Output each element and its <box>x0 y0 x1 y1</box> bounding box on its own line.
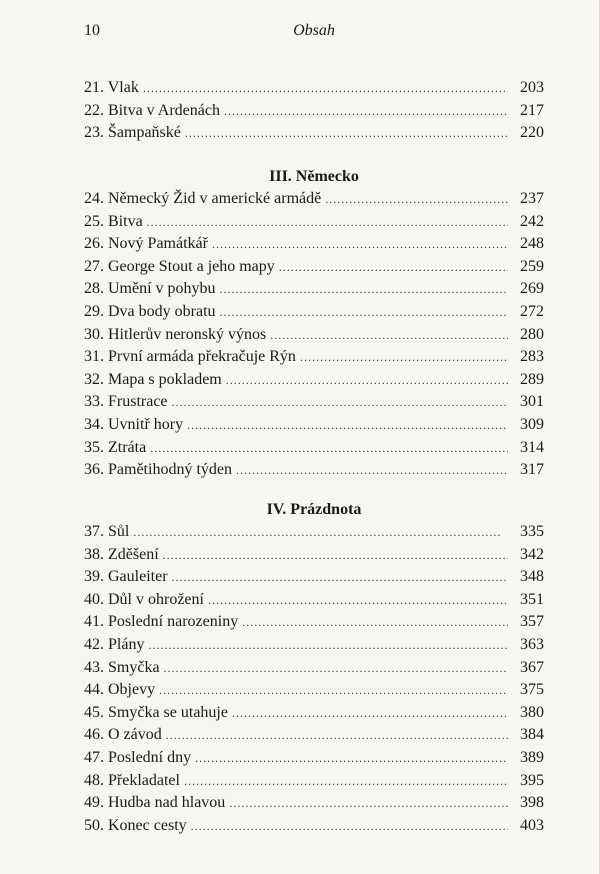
toc-group-1 <box>84 77 544 145</box>
toc-entry-page: 317 <box>520 461 544 479</box>
toc-entry-page: 389 <box>520 748 544 766</box>
toc-entry-page: 280 <box>520 325 544 343</box>
dot-leader <box>166 724 508 747</box>
dot-leader <box>191 815 508 838</box>
dot-leader <box>220 301 508 324</box>
dot-leader <box>229 792 508 815</box>
toc-entry-title: 30. Hitlerův neronský výnos <box>84 325 267 343</box>
toc-entry-title: 35. Ztráta <box>84 438 147 456</box>
toc-entry-page: 380 <box>520 703 544 721</box>
toc-entry-page: 367 <box>520 658 544 676</box>
toc-entry-page: 351 <box>520 590 544 608</box>
part-heading: IV. Prázdnota <box>266 501 362 518</box>
toc-entry[interactable] <box>84 188 544 211</box>
toc-entry-page: 283 <box>520 348 544 366</box>
toc-entry[interactable] <box>84 634 544 657</box>
dot-leader <box>185 122 508 145</box>
toc-entry-page: 335 <box>520 523 544 540</box>
toc-entry-title: 48. Překladatel <box>84 771 180 789</box>
toc-entry-title: 32. Mapa s pokladem <box>84 370 222 388</box>
toc-entry-title: 38. Zděšení <box>84 545 159 563</box>
toc-entry[interactable] <box>84 611 544 634</box>
toc-entry[interactable] <box>84 589 544 612</box>
toc-entry[interactable] <box>84 657 544 680</box>
toc-part-3 <box>84 166 544 482</box>
dot-leader <box>224 100 508 123</box>
dot-leader <box>184 770 508 793</box>
toc-entry-title: 27. George Stout a jeho mapy <box>84 257 275 275</box>
toc-entry-title: 49. Hudba nad hlavou <box>84 794 226 812</box>
toc-entry-title: 46. O závod <box>84 726 162 744</box>
dot-leader <box>187 414 508 437</box>
dot-leader <box>220 278 508 301</box>
toc-entry-title: 31. První armáda překračuje Rýn <box>84 348 296 366</box>
toc-entry[interactable] <box>84 301 544 324</box>
toc-entry-page: 220 <box>520 124 544 142</box>
toc-entry-page: 314 <box>520 438 544 456</box>
toc-entry[interactable] <box>84 278 544 301</box>
toc-entry-page: 342 <box>520 545 544 563</box>
toc-entry-page: 357 <box>520 613 544 631</box>
dot-leader <box>242 611 508 634</box>
toc-entry-title: 47. Poslední dny <box>84 748 192 766</box>
toc-entry-page: 237 <box>520 190 544 207</box>
toc-entry[interactable] <box>84 122 544 145</box>
part-heading: III. Německo <box>269 168 359 185</box>
dot-leader <box>163 544 508 567</box>
dot-leader <box>208 589 508 612</box>
toc-entry-title: 24. Německý Žid v americké armádě <box>84 190 322 207</box>
toc-entry[interactable] <box>84 437 544 460</box>
toc-entry-page: 301 <box>520 393 544 411</box>
dot-leader <box>226 369 508 392</box>
dot-leader <box>279 256 508 279</box>
toc-entry-page: 375 <box>520 681 544 699</box>
toc-entry-title: 29. Dva body obratu <box>84 302 216 320</box>
toc-entry[interactable] <box>84 792 544 815</box>
toc-entry[interactable] <box>84 544 544 567</box>
dot-leader <box>143 77 508 100</box>
toc-entry[interactable] <box>84 566 544 589</box>
toc-entry-page: 395 <box>520 771 544 789</box>
toc-entry[interactable] <box>84 815 544 838</box>
toc-entry[interactable] <box>84 770 544 793</box>
toc-entry-title: 45. Smyčka se utahuje <box>84 703 228 721</box>
toc-entry-title: 39. Gauleiter <box>84 568 168 586</box>
toc-entry[interactable] <box>84 77 544 100</box>
toc-entry-page: 259 <box>520 257 544 275</box>
toc-entry-title: 44. Objevy <box>84 681 156 699</box>
toc-entry-page: 289 <box>520 370 544 388</box>
toc-entry-page: 272 <box>520 302 544 320</box>
toc-entry-page: 398 <box>520 794 544 812</box>
toc-entry[interactable] <box>84 391 544 414</box>
toc-entry[interactable] <box>84 702 544 725</box>
dot-leader <box>148 634 508 657</box>
toc-entry-title: 43. Smyčka <box>84 658 160 676</box>
toc-entry-page: 203 <box>520 79 544 96</box>
toc-entry[interactable] <box>84 369 544 392</box>
dot-leader <box>172 391 508 414</box>
toc-entry-title: 23. Šampaňské <box>84 124 181 142</box>
dot-leader <box>270 324 508 347</box>
dot-leader <box>236 459 508 482</box>
toc-entry-title: 37. Sůl <box>84 523 130 540</box>
toc-entry-title: 40. Důl v ohrožení <box>84 590 204 608</box>
toc-entry[interactable] <box>84 233 544 256</box>
toc-entry-title: 21. Vlak <box>84 79 139 96</box>
toc-entry[interactable] <box>84 211 544 234</box>
toc-entry-title: 33. Frustrace <box>84 393 168 411</box>
toc-entry-page: 363 <box>520 635 544 653</box>
toc-entry[interactable] <box>84 256 544 279</box>
toc-entry-page: 384 <box>520 726 544 744</box>
toc-part-4 <box>84 499 544 837</box>
toc-entry-title: 42. Plány <box>84 635 145 653</box>
toc-entry[interactable] <box>84 679 544 702</box>
toc-entry-title: 36. Pamětihodný týden <box>84 461 232 479</box>
dot-leader <box>172 566 508 589</box>
toc-entry[interactable] <box>84 414 544 437</box>
toc-entry-title: 50. Konec cesty <box>84 816 187 834</box>
toc-entry[interactable] <box>84 724 544 747</box>
toc-entry[interactable] <box>84 521 544 544</box>
dot-leader <box>232 702 508 725</box>
toc-entry-page: 242 <box>520 212 544 230</box>
dot-leader <box>212 233 508 256</box>
toc-entry-title: 41. Poslední narozeniny <box>84 613 239 631</box>
toc-entry-title: 25. Bitva <box>84 212 143 230</box>
dot-leader <box>300 346 508 369</box>
toc-entry-page: 348 <box>520 568 544 586</box>
toc-entry-page: 309 <box>520 415 544 433</box>
toc-entry-title: 28. Umění v pohybu <box>84 280 216 298</box>
dot-leader <box>325 188 508 211</box>
dot-leader <box>150 437 508 460</box>
running-title: Obsah <box>293 22 335 39</box>
dot-leader <box>164 657 508 680</box>
page-number: 10 <box>84 22 100 39</box>
toc-entry[interactable] <box>84 100 544 123</box>
toc-entry[interactable] <box>84 459 544 482</box>
toc-entry[interactable] <box>84 324 544 347</box>
toc-entry-page: 248 <box>520 235 544 253</box>
toc-entry[interactable] <box>84 346 544 369</box>
toc-entry[interactable] <box>84 747 544 770</box>
toc-entry-page: 403 <box>520 816 544 834</box>
toc-entry-title: 34. Uvnitř hory <box>84 415 184 433</box>
dot-leader <box>195 747 508 770</box>
toc-entry-title: 22. Bitva v Ardenách <box>84 101 220 119</box>
toc-entry-page: 217 <box>520 101 544 119</box>
dot-leader <box>159 679 508 702</box>
toc-entry-page: 269 <box>520 280 544 298</box>
dot-leader <box>133 521 508 544</box>
toc-entry-title: 26. Nový Památkář <box>84 235 208 253</box>
dot-leader <box>147 211 508 234</box>
